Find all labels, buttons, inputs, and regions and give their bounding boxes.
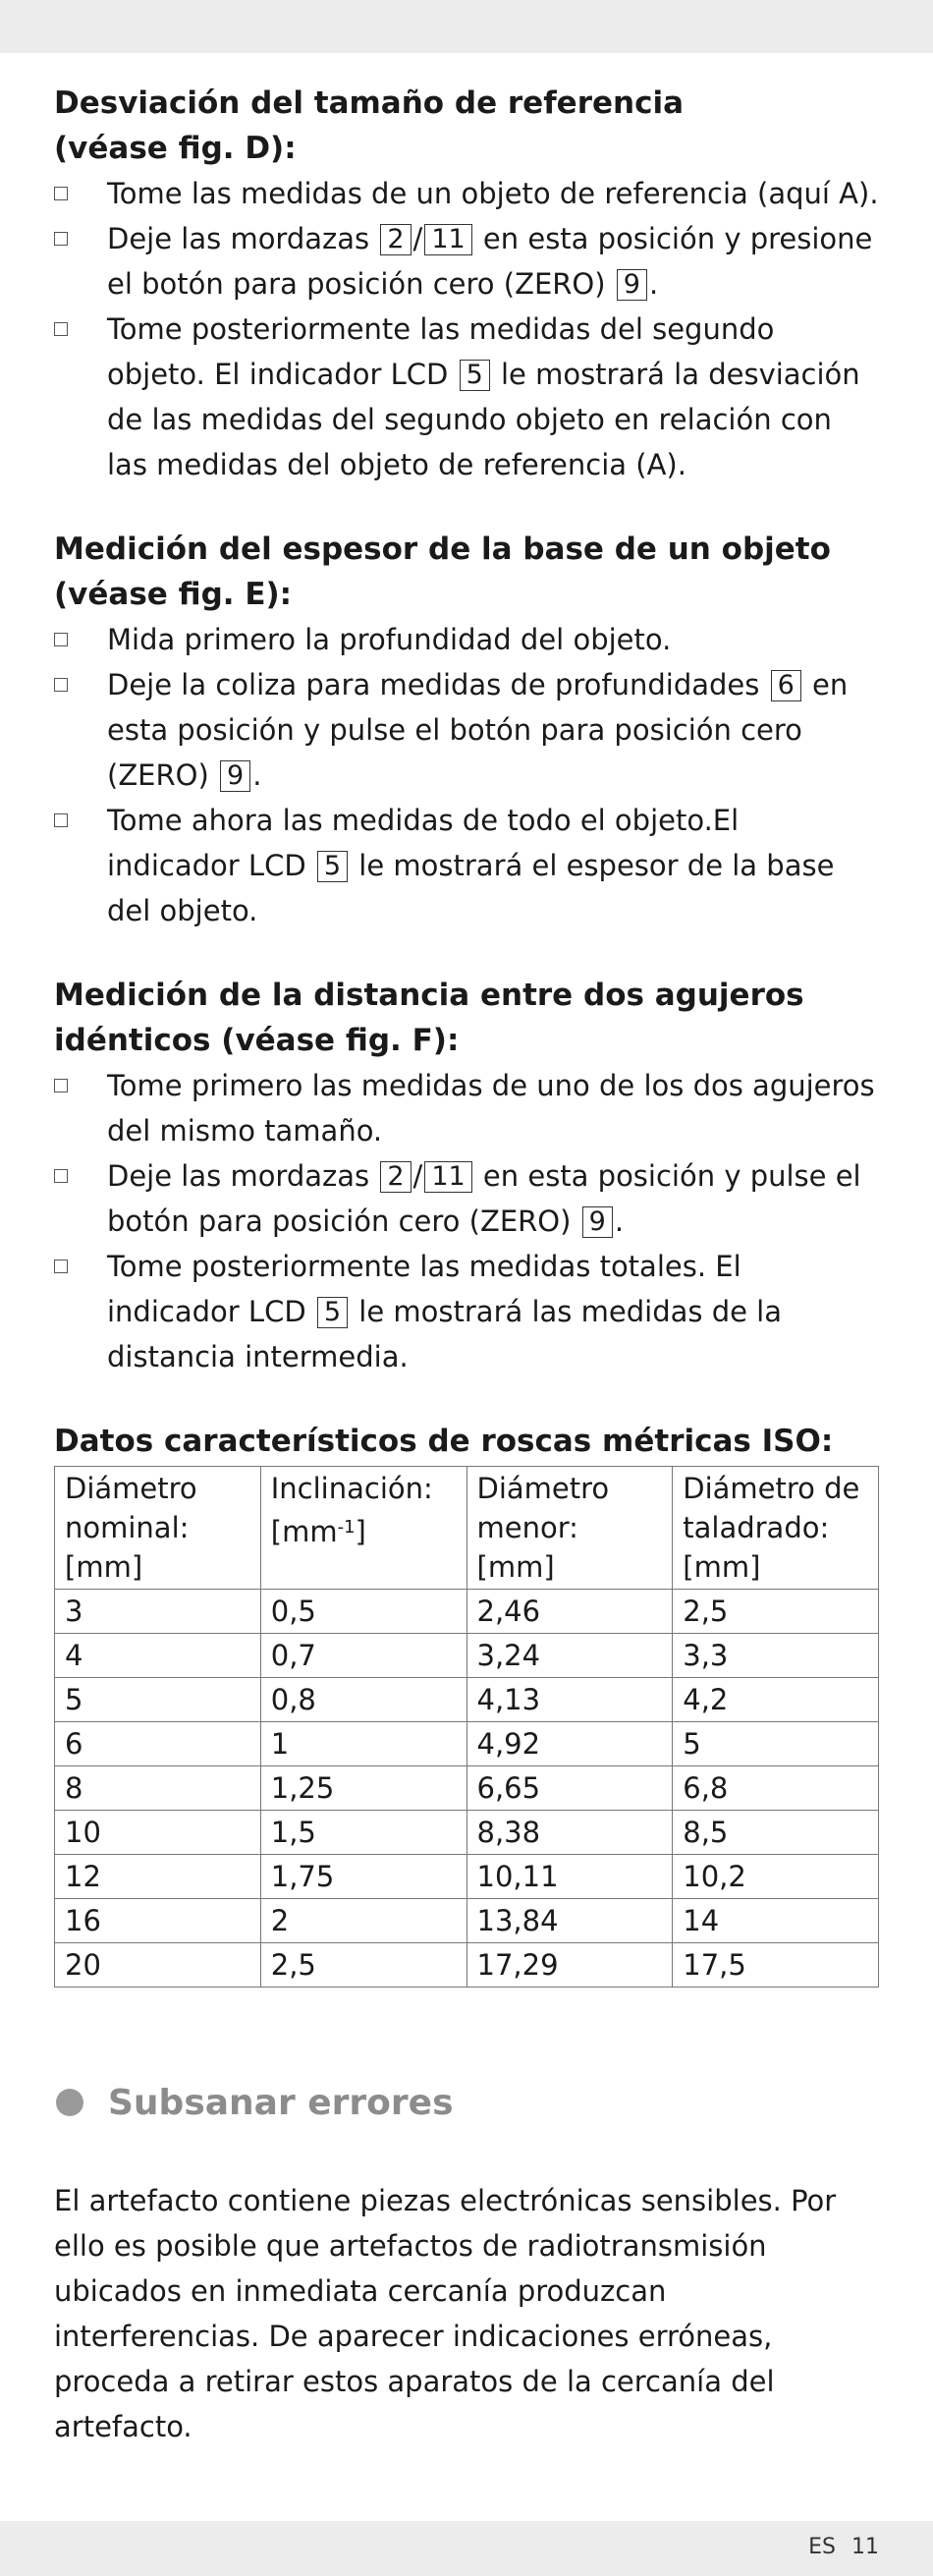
table-row [55,1678,879,1722]
part-reference-box: 5 [460,360,490,391]
checkbox-bullet-icon [54,1079,68,1092]
page-content [54,81,879,2449]
section-base-thickness [54,527,879,933]
section-hole-distance [54,973,879,1379]
table-cell: 2 [260,1899,466,1943]
section-reference-deviation [54,81,879,487]
table-row [55,1722,879,1766]
table-cell: 13,84 [466,1899,673,1943]
table-cell: 0,8 [260,1678,466,1722]
section-heading: Desviación del tamaño de referencia (véase fig. D): [54,85,685,166]
checkbox-bullet-icon [54,232,68,246]
part-reference-box: 9 [582,1206,613,1238]
table-cell: 4 [55,1634,261,1678]
table-cell: 8,38 [466,1811,673,1855]
table-cell: 1,75 [260,1855,466,1899]
table-cell: 8 [55,1766,261,1811]
checkbox-bullet-icon [54,322,68,336]
part-reference-box: 5 [317,851,348,882]
checkbox-bullet-icon [54,187,68,200]
iso-thread-table [54,1466,879,1988]
table-title: Datos característicos de roscas métricas ISO: [54,1424,834,1459]
table-cell: 16 [55,1899,261,1943]
table-row [55,1899,879,1943]
part-reference-box: 11 [424,224,471,255]
dot-icon [56,2089,83,2116]
checkbox-bullet-icon [54,813,68,827]
instruction-list [54,617,879,933]
list-item: Mida primero la profundidad del objeto. [54,617,879,662]
list-item: Deje las mordazas 2 / 11 en esta posición y presione el botón para posición cero (ZERO) 9 . [54,216,879,307]
checkbox-bullet-icon [54,1260,68,1273]
errors-title: Subsanar errores [108,2083,454,2123]
list-item: Tome posteriormente las medidas totales. El indicador LCD 5 le mostrará las medidas de la distancia intermedia. [54,1244,879,1379]
top-band [0,0,933,53]
table-cell: 5 [55,1678,261,1722]
table-cell: 10,2 [673,1855,879,1899]
table-cell: 17,5 [673,1943,879,1988]
table-cell: 0,5 [260,1590,466,1634]
table-cell: 20 [55,1943,261,1988]
table-cell: 3,24 [466,1634,673,1678]
table-cell: 4,92 [466,1722,673,1766]
list-item: Deje las mordazas 2 / 11 en esta posición y pulse el botón para posición cero (ZERO) 9 . [54,1153,879,1244]
table-cell: 4,2 [673,1678,879,1722]
list-item: Tome posteriormente las medidas del segundo objeto. El indicador LCD 5 le mostrará la desviación de las medidas del segundo objeto en relación con las medidas del objeto de referencia (A). [54,307,879,487]
table-cell: 8,5 [673,1811,879,1855]
list-item: Tome primero las medidas de uno de los dos agujeros del mismo tamaño. [54,1063,879,1153]
table-row [55,1590,879,1634]
list-item: Tome las medidas de un objeto de referencia (aquí A). [54,171,879,216]
table-body [55,1590,879,1988]
section-heading: Medición de la distancia entre dos agujeros idénticos (véase fig. F): [54,978,804,1058]
table-cell: 2,5 [260,1943,466,1988]
table-cell: 1,25 [260,1766,466,1811]
part-reference-box: 6 [771,670,801,701]
table-row [55,1634,879,1678]
table-cell: 1,5 [260,1811,466,1855]
instruction-list [54,171,879,487]
checkbox-bullet-icon [54,678,68,692]
checkbox-bullet-icon [54,633,68,646]
table-cell: 3,3 [673,1634,879,1678]
page-number: 11 [851,2535,879,2559]
table-cell: 6,65 [466,1766,673,1811]
table-cell: 6,8 [673,1766,879,1811]
table-cell: 5 [673,1722,879,1766]
instruction-list [54,1063,879,1379]
table-row [55,1766,879,1811]
table-row [55,1855,879,1899]
table-cell: 12 [55,1855,261,1899]
table-cell: 6 [55,1722,261,1766]
table-cell: 2,46 [466,1590,673,1634]
header-drill-diameter: Diámetro de taladrado: [mm] [673,1467,879,1590]
table-cell: 17,29 [466,1943,673,1988]
part-reference-box: 9 [617,269,647,301]
table-cell: 10,11 [466,1855,673,1899]
page-footer [793,2533,879,2562]
table-cell: 10 [55,1811,261,1855]
table-cell: 2,5 [673,1590,879,1634]
table-row [55,1811,879,1855]
list-item: Deje la coliza para medidas de profundidades 6 en esta posición y pulse el botón para posición cero (ZERO) 9 . [54,662,879,798]
table-row [55,1943,879,1988]
part-reference-box: 5 [317,1297,348,1328]
table-cell: 3 [55,1590,261,1634]
part-reference-box: 2 [380,224,411,255]
errors-heading [54,2076,879,2135]
part-reference-box: 9 [220,760,250,792]
checkbox-bullet-icon [54,1169,68,1183]
table-cell: 14 [673,1899,879,1943]
table-cell: 0,7 [260,1634,466,1678]
errors-paragraph: El artefacto contiene piezas electrónicas sensibles. Por ello es posible que artefactos de radiotransmisión ubicados en inmediata cercanía produzcan interferencias. De aparecer indicaciones erróneas, proceda a retirar estos aparatos de la cercanía del artefacto. [54,2184,837,2443]
list-item: Tome ahora las medidas de todo el objeto.El indicador LCD 5 le mostrará el espesor de la base del objeto. [54,798,879,933]
table-header-row [55,1467,879,1590]
language-code: ES [808,2535,836,2559]
table-cell: 1 [260,1722,466,1766]
header-minor-diameter: Diámetro menor: [mm] [466,1467,673,1590]
part-reference-box: 11 [424,1161,471,1193]
header-nominal-diameter: Diámetro nominal: [mm] [55,1467,261,1590]
table-cell: 4,13 [466,1678,673,1722]
section-heading: Medición del espesor de la base de un objeto (véase fig. E): [54,532,831,612]
part-reference-box: 2 [380,1161,411,1193]
iso-thread-table-section [54,1419,879,1988]
header-pitch: Inclinación: $[mm^{-1}]$ [260,1467,466,1590]
